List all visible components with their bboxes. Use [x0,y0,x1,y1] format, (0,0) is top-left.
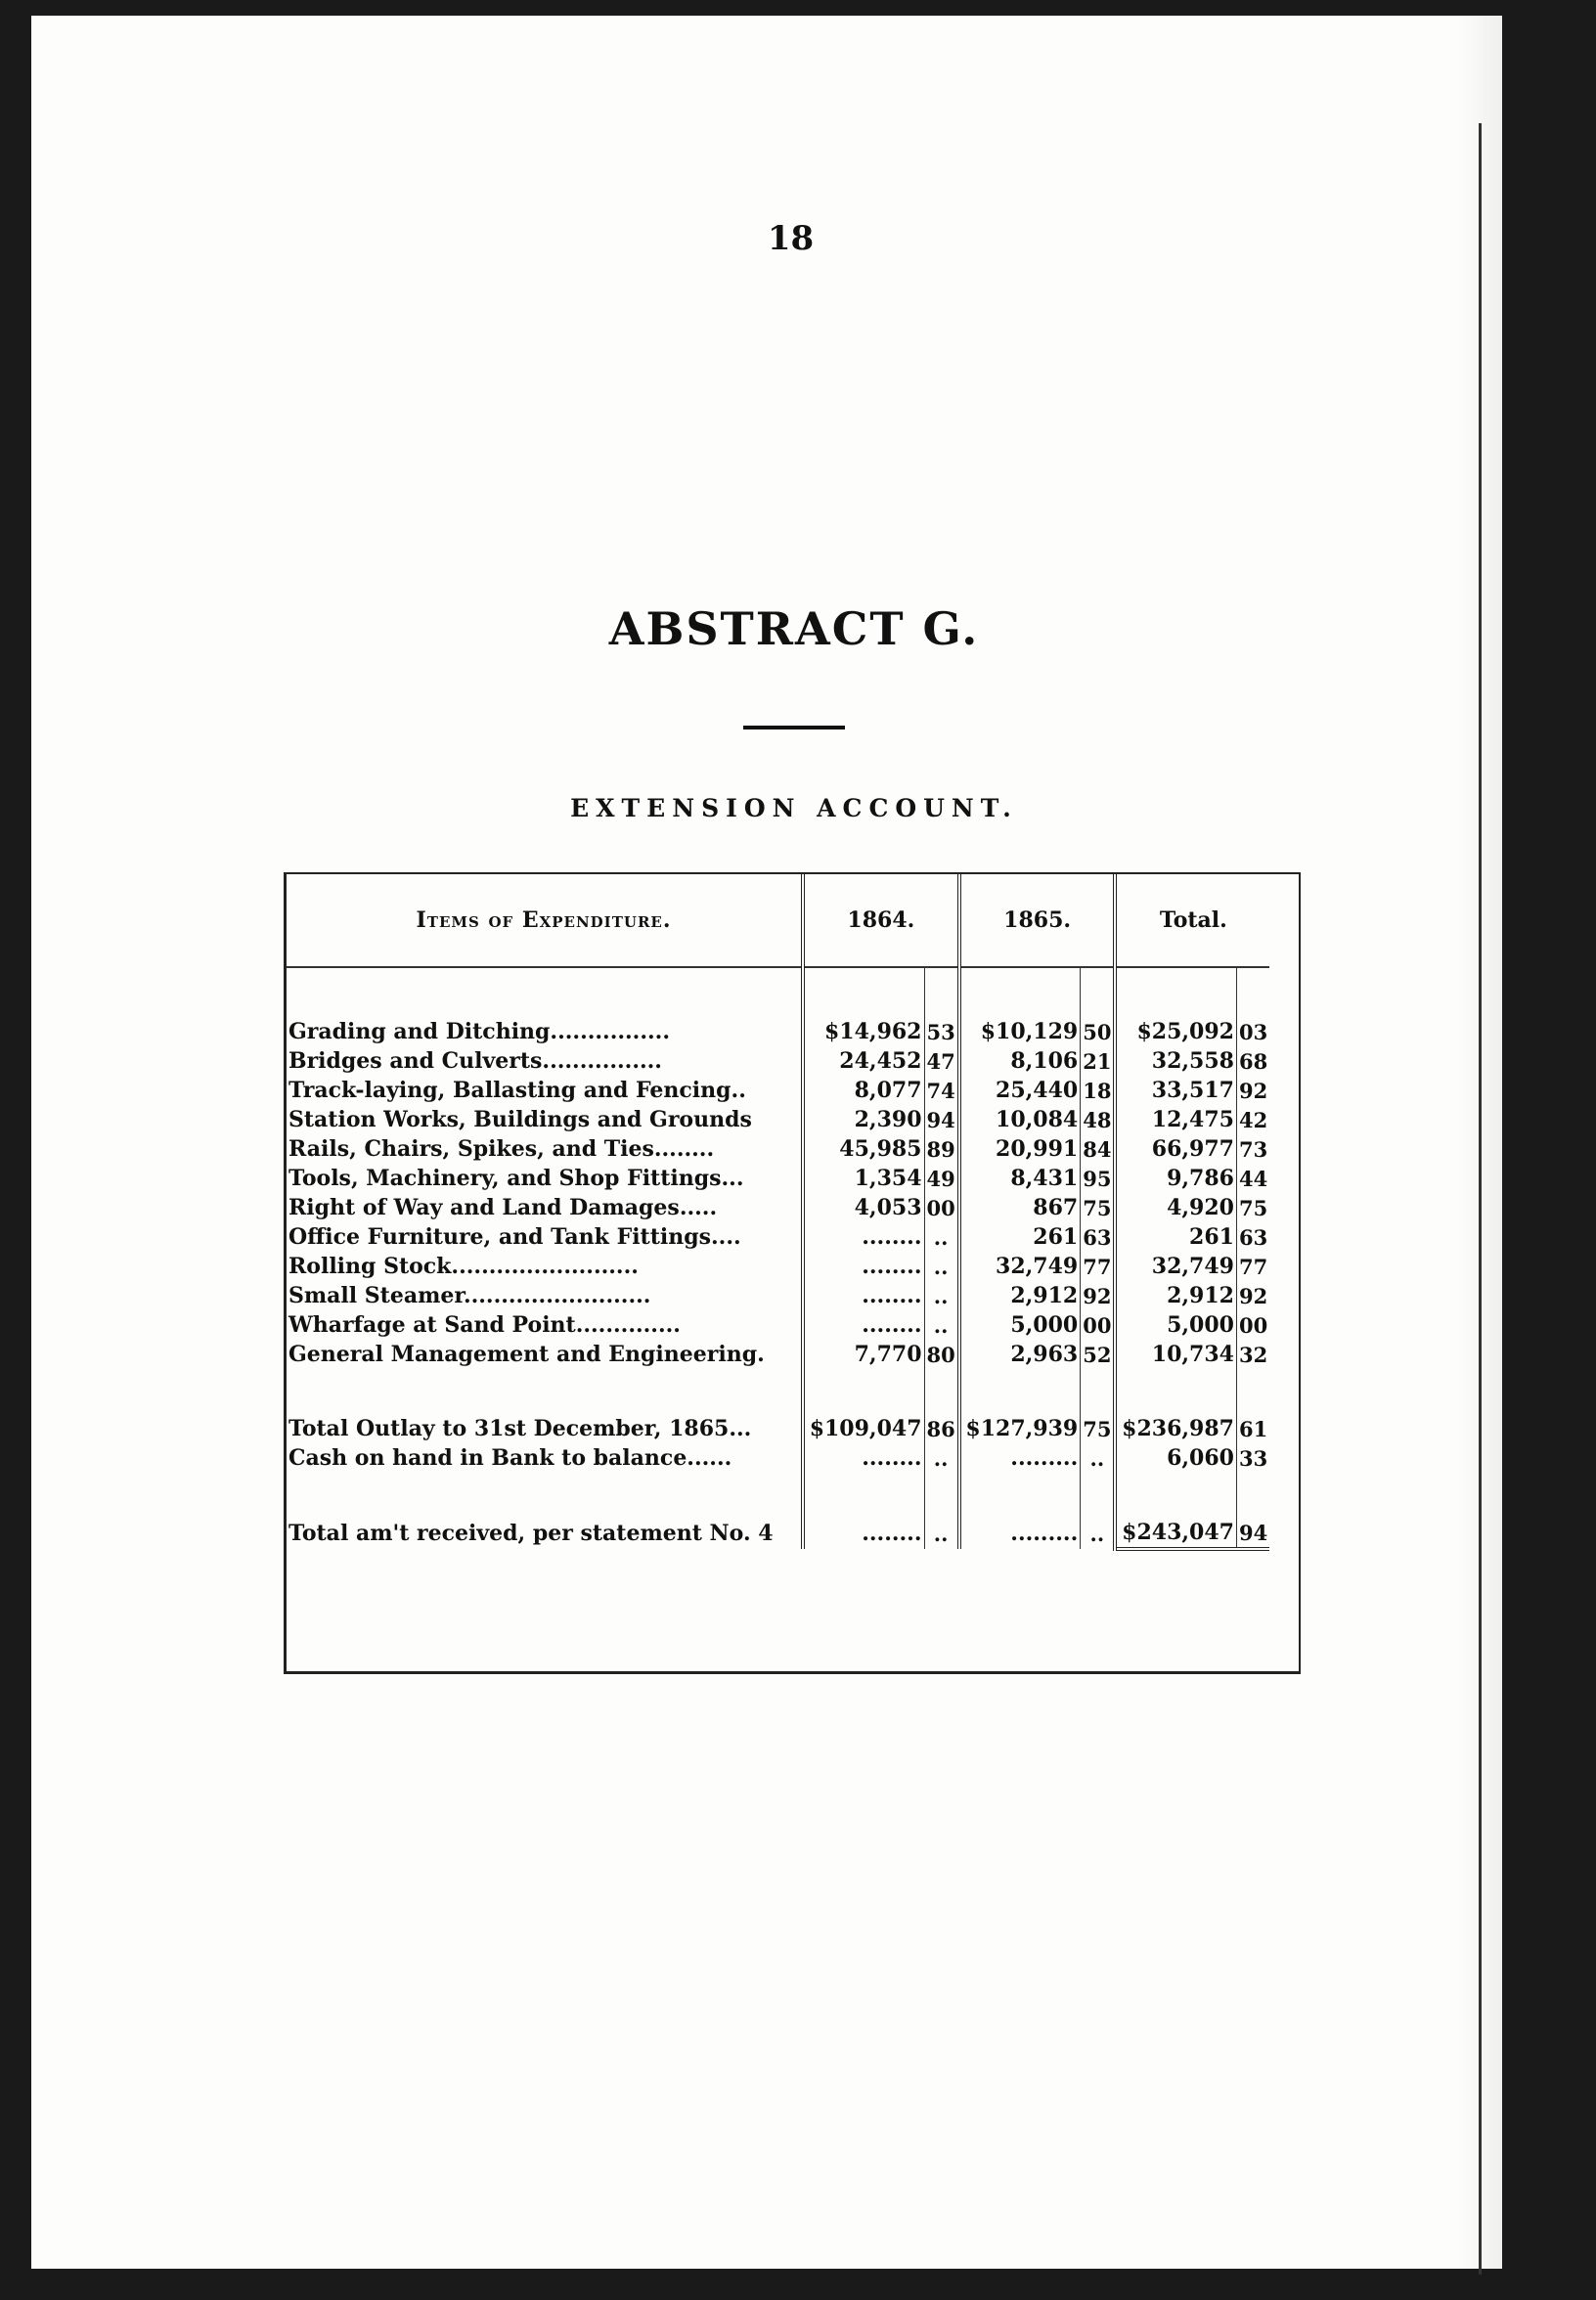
cell-1864-cents: 94 [924,1105,959,1134]
page-edge [1479,123,1507,2275]
page-number: 18 [767,219,815,258]
cell-1864-dollars: ........ [803,1222,924,1252]
row-item-label: Station Works, Buildings and Grounds [287,1105,803,1134]
cell-total-dollars: $243,047 [1115,1518,1236,1549]
cell-total-cents: 42 [1238,1107,1268,1132]
cell-total-dollars: 66,977 [1115,1134,1236,1164]
cell-1865-cents: .. [1081,1518,1116,1549]
table-row [287,1340,1269,1369]
cell-total-dollars: 5,000 [1115,1310,1236,1340]
row-item-label: Rails, Chairs, Spikes, and Ties........ [287,1134,803,1164]
cell-total-cents: 44 [1238,1166,1268,1191]
cell-1865-cents: .. [1081,1443,1116,1473]
row-item-label: Right of Way and Land Damages..... [287,1193,803,1222]
cell-1864-cents: .. [924,1281,959,1310]
cell-total-cents: 75 [1238,1195,1268,1220]
table-row [287,1164,1269,1193]
cell-total-cents: 92 [1238,1283,1268,1308]
cell-1865-dollars: ......... [959,1443,1081,1473]
cell-total-cents: 92 [1238,1078,1268,1103]
row-item-label: Office Furniture, and Tank Fittings.... [287,1222,803,1252]
cell-1865-cents: 75 [1081,1193,1116,1222]
cell-1865-dollars: 20,991 [959,1134,1081,1164]
cell-total-cents: 63 [1238,1224,1268,1250]
cell-1865-cents: 52 [1081,1340,1116,1369]
row-item-label: Wharfage at Sand Point.............. [287,1310,803,1340]
cell-1865-dollars: 25,440 [959,1076,1081,1105]
cell-total-dollars: 6,060 [1115,1443,1236,1473]
cell-1865-dollars: 2,912 [959,1281,1081,1310]
row-item-label: Total am't received, per statement No. 4 [287,1518,803,1549]
cell-1864-cents: 47 [924,1046,959,1076]
cell-1864-cents: 49 [924,1164,959,1193]
page-title: ABSTRACT G. [608,602,980,655]
row-item-label: Small Steamer......................... [287,1281,803,1310]
row-item-label: Cash on hand in Bank to balance...... [287,1443,803,1473]
cell-1865-cents: 75 [1081,1414,1116,1443]
cell-1864-cents: 89 [924,1134,959,1164]
cell-1864-dollars: ........ [803,1443,924,1473]
row-item-label: Grading and Ditching................ [287,1013,803,1046]
extension-account-table [287,874,1269,1551]
cell-1864-cents: .. [924,1310,959,1340]
cell-total-cents: 73 [1238,1136,1268,1162]
table-row [287,1013,1269,1046]
cell-total-dollars: $25,092 [1115,1013,1236,1046]
document-page [31,16,1471,2269]
cell-total-dollars: 12,475 [1115,1105,1236,1134]
header-items: Items of Expenditure. [287,874,803,967]
cell-1865-dollars: $10,129 [959,1013,1081,1046]
cell-total-dollars: $236,987 [1115,1414,1236,1443]
cell-total-cents: 03 [1238,1019,1268,1044]
cell-1864-cents: 00 [924,1193,959,1222]
header-1864: 1864. [803,874,959,967]
table-row [287,1105,1269,1134]
title-rule [743,726,845,730]
cell-1864-dollars: 4,053 [803,1193,924,1222]
cell-total-dollars: 4,920 [1115,1193,1236,1222]
cell-1865-dollars: 10,084 [959,1105,1081,1134]
header-total: Total. [1115,874,1269,967]
table-grand-total-row [287,1518,1269,1549]
cell-total-cents: 00 [1238,1312,1268,1338]
cell-1865-cents: 77 [1081,1252,1116,1281]
cell-1864-dollars: ........ [803,1518,924,1549]
cell-1864-dollars: $14,962 [803,1013,924,1046]
row-item-label: Total Outlay to 31st December, 1865... [287,1414,803,1443]
cell-1865-dollars: 261 [959,1222,1081,1252]
page-subtitle: EXTENSION ACCOUNT. [570,794,1018,822]
cell-1864-cents: 80 [924,1340,959,1369]
cell-total-dollars: 2,912 [1115,1281,1236,1310]
table-row [287,1076,1269,1105]
cell-1864-cents: .. [924,1443,959,1473]
table-row [287,1310,1269,1340]
cell-1865-cents: 00 [1081,1310,1116,1340]
cell-total-cents: 68 [1238,1048,1268,1074]
cell-1864-dollars: 8,077 [803,1076,924,1105]
cell-1865-dollars: 5,000 [959,1310,1081,1340]
table-total-row [287,1443,1269,1473]
cell-1865-cents: 18 [1081,1076,1116,1105]
cell-1864-cents: 53 [924,1013,959,1046]
cell-total-dollars: 32,749 [1115,1252,1236,1281]
row-item-label: Tools, Machinery, and Shop Fittings... [287,1164,803,1193]
cell-1865-dollars: 8,431 [959,1164,1081,1193]
cell-1865-dollars: 8,106 [959,1046,1081,1076]
table-row [287,1222,1269,1252]
cell-1864-dollars: 1,354 [803,1164,924,1193]
cell-1865-cents: 50 [1081,1013,1116,1046]
cell-total-dollars: 261 [1115,1222,1236,1252]
cell-1864-dollars: ........ [803,1310,924,1340]
cell-1865-dollars: 32,749 [959,1252,1081,1281]
cell-1865-cents: 92 [1081,1281,1116,1310]
header-1865: 1865. [959,874,1116,967]
row-item-label: Track-laying, Ballasting and Fencing.. [287,1076,803,1105]
cell-1865-cents: 63 [1081,1222,1116,1252]
cell-1864-cents: .. [924,1222,959,1252]
cell-total-cents: 33 [1238,1445,1268,1471]
cell-1865-cents: 21 [1081,1046,1116,1076]
cell-1864-dollars: 45,985 [803,1134,924,1164]
cell-1865-dollars: 867 [959,1193,1081,1222]
row-item-label: Bridges and Culverts................ [287,1046,803,1076]
cell-1865-cents: 84 [1081,1134,1116,1164]
cell-1865-dollars: $127,939 [959,1414,1081,1443]
cell-total-cents: 61 [1238,1416,1268,1441]
table-row [287,1193,1269,1222]
cell-1864-cents: 86 [924,1414,959,1443]
cell-1864-dollars: 2,390 [803,1105,924,1134]
row-item-label: Rolling Stock......................... [287,1252,803,1281]
table-row [287,1046,1269,1076]
table-row [287,1252,1269,1281]
cell-1865-cents: 95 [1081,1164,1116,1193]
table-total-row [287,1414,1269,1443]
cell-total-dollars: 32,558 [1115,1046,1236,1076]
ledger-frame [284,872,1301,1674]
table-header-row [287,874,1269,967]
cell-total-cents: 32 [1238,1342,1268,1367]
cell-1864-dollars: ........ [803,1281,924,1310]
cell-total-dollars: 9,786 [1115,1164,1236,1193]
cell-total-cents: 77 [1238,1254,1268,1279]
cell-1865-dollars: 2,963 [959,1340,1081,1369]
cell-1864-cents: 74 [924,1076,959,1105]
table-row [287,1281,1269,1310]
row-item-label: General Management and Engineering. [287,1340,803,1369]
cell-total-cents: 94 [1236,1518,1269,1549]
cell-1865-dollars: ......... [959,1518,1081,1549]
cell-1864-cents: .. [924,1518,959,1549]
cell-total-dollars: 33,517 [1115,1076,1236,1105]
cell-1864-dollars: ........ [803,1252,924,1281]
cell-1864-dollars: $109,047 [803,1414,924,1443]
cell-1864-dollars: 7,770 [803,1340,924,1369]
cell-1864-dollars: 24,452 [803,1046,924,1076]
cell-1864-cents: .. [924,1252,959,1281]
cell-1865-cents: 48 [1081,1105,1116,1134]
cell-total-dollars: 10,734 [1115,1340,1236,1369]
table-row [287,1134,1269,1164]
